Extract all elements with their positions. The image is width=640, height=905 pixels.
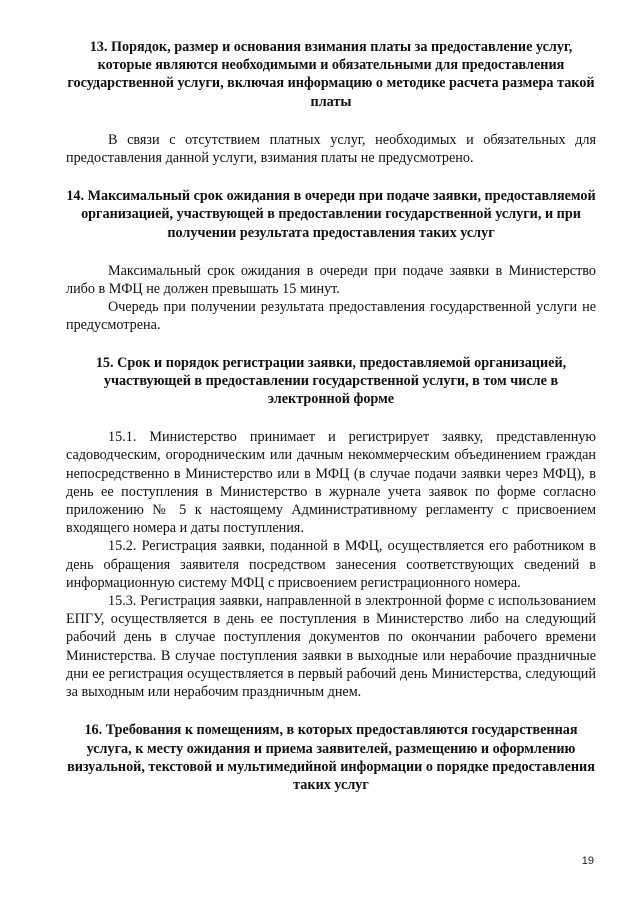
- section-14-paragraph-1: Максимальный срок ожидания в очереди при подаче заявки в Министерство либо в МФЦ не должен превышать 15 минут.: [66, 262, 596, 298]
- section-15-heading: 15. Срок и порядок регистрации заявки, предоставляемой организацией, участвующей в предоставлении государственной услуги, в том числе в электронной форме: [95, 354, 567, 408]
- section-15-paragraph-1: 15.1. Министерство принимает и регистрирует заявку, представленную садоводческим, огородническим или дачным некоммерческим объединением граждан непосредственно в Министерство или в МФЦ (в случае подачи заявки через МФЦ), в день ее поступления в Министерство в журнале учета заявок по форме согласно приложению № 5 к настоящему Административному регламенту с присвоением входящего номера и даты поступления.: [66, 429, 596, 537]
- document-page: [66, 38, 596, 794]
- section-13-paragraph: В связи с отсутствием платных услуг, необходимых и обязательных для предоставления данной услуги, взимания платы не предусмотрено.: [66, 131, 596, 167]
- section-14-heading: 14. Максимальный срок ожидания в очереди при подаче заявки, предоставляемой организацией, участвующей в предоставлении государственной услуги, и при получении результата предоставления таких услуг: [66, 188, 596, 241]
- section-15-paragraph-3: 15.3. Регистрация заявки, направленной в электронной форме с использованием ЕПГУ, осуществляется в день ее поступления в Министерство либо на следующий рабочий день в случае поступления документов по окончании рабочего времени Министерства. В случае поступления заявки в выходные или нерабочие праздничные дни ее регистрация осуществляется в первый рабочий день Министерства, следующий за выходным или нерабочим праздничным днем.: [66, 593, 596, 701]
- section-14-paragraph-2: Очередь при получении результата предоставления государственной услуги не предусмотрена.: [66, 299, 596, 334]
- page-number: 19: [581, 855, 594, 867]
- section-13-heading: 13. Порядок, размер и основания взимания платы за предоставление услуг, которые являются необходимыми и обязательными для предоставления государственной услуги, включая информацию о методике расчета размера такой платы: [67, 39, 595, 110]
- section-15-paragraph-2: 15.2. Регистрация заявки, поданной в МФЦ, осуществляется его работником в день обращения заявителя посредством занесения соответствующих сведений в информационную систему МФЦ с присвоением регистрационного номера.: [66, 538, 596, 591]
- section-16-heading: 16. Требования к помещениям, в которых предоставляются государственная услуга, к месту ожидания и приема заявителей, размещению и оформлению визуальной, текстовой и мультимедийной информации о порядке предоставления таких услуг: [67, 722, 595, 793]
